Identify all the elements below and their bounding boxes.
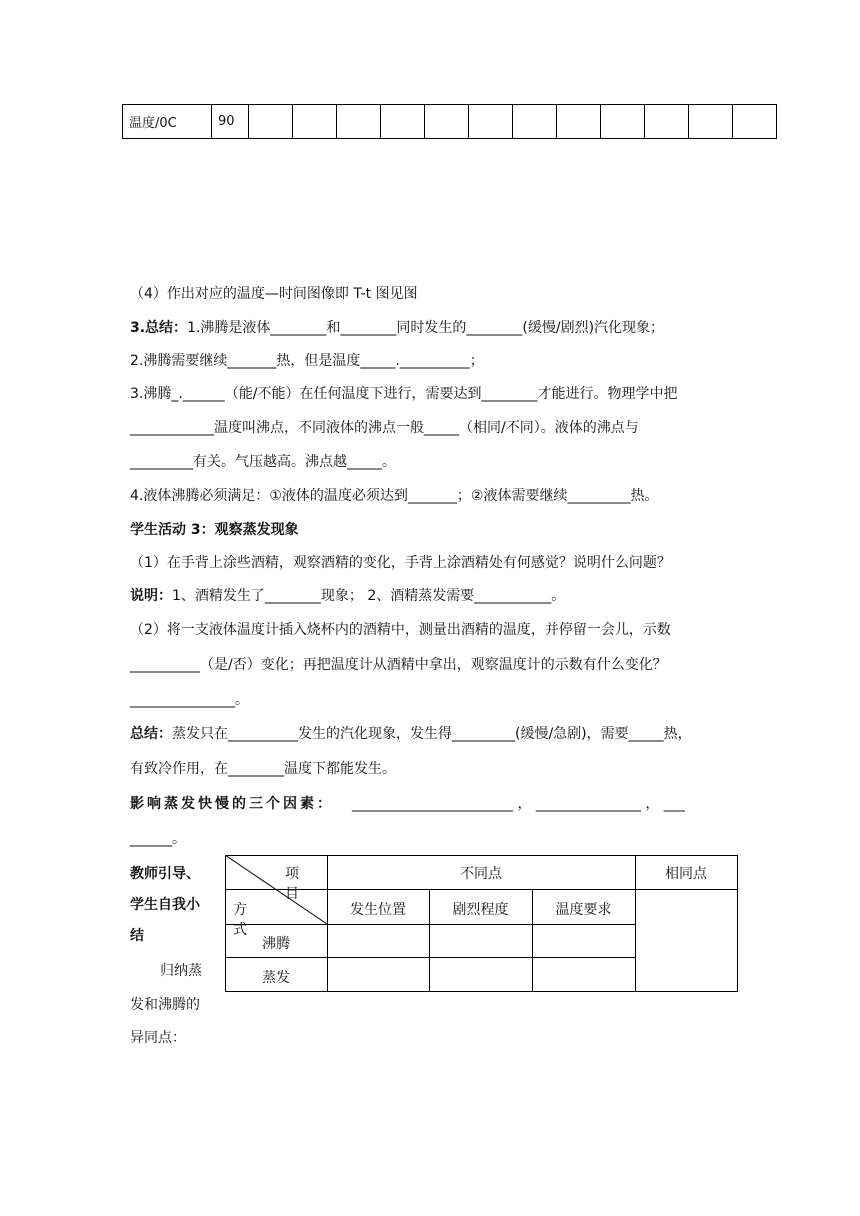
summary-3-item-2: 2.沸腾需要继续_______热，但是温度_____.__________； xyxy=(130,353,484,369)
summary-3-heading: 3.总结： xyxy=(130,320,188,336)
activity-3-heading: 学生活动 3：观察蒸发现象 xyxy=(130,522,299,538)
summary-3-item-4: 4.液体沸腾必须满足：①液体的温度必须达到_______；②液体需要继续_________热。 xyxy=(130,488,659,504)
header-differences: 不同点 xyxy=(460,866,502,882)
teacher-guide-text: 教师引导、 xyxy=(130,866,200,882)
summary-3-item-3-end: _________有关。气压越高。沸点越_____。 xyxy=(130,454,396,470)
question-2-cont: __________（是/否）变化；再把温度计从酒精中拿出，观察温度计的示数有什么变化？ xyxy=(130,657,667,673)
factors-end: ______。 xyxy=(130,831,186,847)
column-location: 发生位置 xyxy=(350,902,406,918)
column-intensity: 剧烈程度 xyxy=(452,902,509,918)
factors-blanks: _______________________ ， _______________ ， ___ xyxy=(352,796,685,812)
summary-3-item-3: 3.沸腾_.______（能/不能）在任何温度下进行，需要达到________才能进行。物理学中把 xyxy=(130,386,678,402)
question-2-answer-blank: _______________。 xyxy=(130,692,249,708)
similarities-text: 异同点： xyxy=(130,1030,186,1046)
temperature-value-cell xyxy=(425,105,469,139)
header-item: 项目 xyxy=(285,866,299,902)
summary-3-line xyxy=(130,317,664,337)
temperature-value-cell xyxy=(469,105,513,139)
temperature-value-cell xyxy=(249,105,293,139)
temperature-value-cell xyxy=(381,105,425,139)
temperature-value-cell xyxy=(601,105,645,139)
explanation-line xyxy=(130,585,565,605)
header-similarities: 相同点 xyxy=(665,866,707,882)
factors-heading: 影响蒸发快慢的三个因素： xyxy=(130,796,334,812)
temperature-value-cell xyxy=(645,105,689,139)
summary-heading: 总结： xyxy=(130,726,172,742)
factors-line xyxy=(130,793,685,813)
temperature-value-cell xyxy=(513,105,557,139)
temperature-value-cell xyxy=(557,105,601,139)
temperature-label-cell: 温度/0C xyxy=(123,105,212,139)
explanation-heading: 说明： xyxy=(130,588,172,604)
student-summary-text: 学生自我小 xyxy=(130,897,200,913)
summary-text: 蒸发只在__________发生的汽化现象，发生得_________(缓慢/急剧)，需要_____热， xyxy=(172,726,692,742)
temperature-table xyxy=(122,104,777,139)
temperature-value-cell xyxy=(293,105,337,139)
question-2-text: （2）将一支液体温度计插入烧杯内的酒精中，测量出酒精的温度，并停留一会儿，示数 xyxy=(130,622,671,638)
induce-text: 归纳蒸 xyxy=(160,963,202,979)
summary-line xyxy=(130,723,692,743)
summary-text-cont: 有致冷作用，在________温度下都能发生。 xyxy=(130,761,396,777)
temperature-value-cell xyxy=(337,105,381,139)
row-evaporation: 蒸发 xyxy=(262,970,290,986)
table-row xyxy=(123,105,777,139)
summary-end-text: 结 xyxy=(130,928,144,944)
temperature-value-cell: 90 xyxy=(212,105,249,139)
column-temperature: 温度要求 xyxy=(555,902,612,918)
question-1-text: （1）在手背上涂些酒精，观察酒精的变化，手背上涂酒精处有何感觉？说明什么问题？ xyxy=(130,555,671,571)
evaporation-boiling-text: 发和沸腾的 xyxy=(130,997,200,1013)
summary-3-item-3-cont: ____________温度叫沸点，不同液体的沸点一般_____（相同/不同）。液体的沸点与 xyxy=(130,420,639,436)
step-4-text: （4）作出对应的温度—时间图像即 T-t 图见图 xyxy=(130,286,418,302)
row-boiling: 沸腾 xyxy=(262,936,290,952)
summary-3-item-1: 1.沸腾是液体________和________同时发生的________(缓慢/剧烈)汽化现象； xyxy=(187,320,665,336)
temperature-value-cell xyxy=(733,105,777,139)
temperature-value-cell xyxy=(689,105,733,139)
header-method: 方式 xyxy=(233,902,247,938)
explanation-text: 1、酒精发生了________现象； 2、酒精蒸发需要___________。 xyxy=(172,588,566,604)
